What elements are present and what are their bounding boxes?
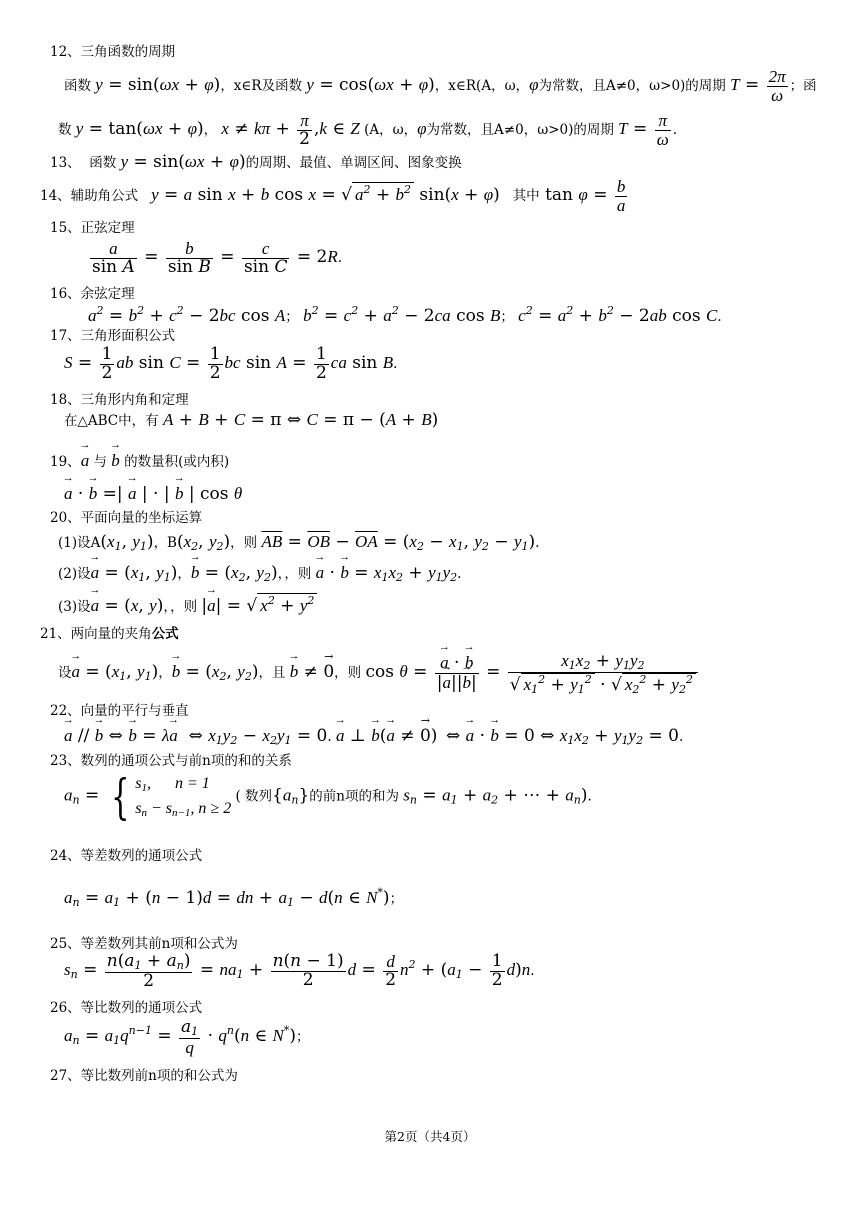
item-24-formula: $a_n = a_1 + (n - 1)d$ = dn + $a_1 - d(n$ ∈ N*)； [64, 886, 404, 909]
page-footer: 第2页（共4页） [384, 1129, 476, 1144]
item-25-formula: $s_n$ = $\frac{n(a_1 + a_n)}{2}$ = $na_1$ + $\frac{n(n - 1)}{2}$ d = $\frac{d}{2}$ $n^2 + (a_1$ − $\frac{1}{2}$ d)n. [64, 951, 535, 991]
item-20-title: 20、平面向量的坐标运算 [50, 510, 203, 526]
item-12-line1: 函数 y = sin(ωx + φ)，x∈R及函数 y = cos(ωx + φ)，x∈R(A，ω，φ为常数，且A≠0，ω>0)的周期 T = $\frac{2\pi}{\omega}$ ；函 [64, 67, 817, 105]
item-26-formula: $a_n = a_1q^{n-1}$ = $\frac{a_1}{q}$ · $q^n(n$ ∈ N*)； [64, 1017, 310, 1057]
item-17-formula: S = $\frac{1}{2}$ ab sin C = $\frac{1}{2}$ bc sin A = $\frac{1}{2}$ ca sin B. [64, 344, 398, 383]
item-23-title: 23、数列的通项公式与前n项的和的关系 [50, 753, 292, 769]
item-13: 13、 函数 y = sin(ωx + φ)的周期、最值、单调区间、图象变换 [50, 152, 462, 172]
item-17-title: 17、三角形面积公式 [50, 328, 176, 344]
item-22-title: 22、向量的平行与垂直 [50, 703, 189, 719]
item-20-line3: (3)设→ a = (x, y)，，则 |→ a| = √ $x^2 + y^2$ [58, 593, 317, 616]
item-27-title: 27、等比数列前n项的和公式为 [50, 1068, 238, 1084]
item-19-formula: → a · → b =| → a | · | → b | cos θ [64, 484, 242, 504]
item-16-formula: $a^2 = b^2 + c^2 - 2bc$ cos A； $b^2 = c^2 + a^2 - 2ca$ cos B； $c^2 = a^2 + b^2 - 2ab$ cos C. [88, 304, 722, 326]
item-12-title: 12、三角函数的周期 [50, 44, 176, 60]
item-21-formula: 设→ $a = (x_1$, $y_1$)，→ $b = (x_2$, $y_2$)，且 → b ≠ → 0，则 cos θ = → $\frac{a \cdot \to b}{|\to a||\to b|}$ = $\frac{x_1x_2 + y_1y_2}{√ x_1^2 + y_1^2 \cdot √ x_2^2 + y_2^2}$ [58, 652, 700, 695]
item-12-line2: 数 y = tan(ωx + φ)， x ≠ kπ + $\frac{\pi}{2}$ ,k ∈ Z (A，ω，φ为常数，且A≠0，ω>0)的周期 T = $\frac{\pi}{\omega}$ . [58, 111, 678, 149]
item-18-formula: 在△ABC中，有 A + B + C = π ⇔ C = π − (A + B) [64, 410, 439, 430]
item-22-formula: → a // → b ⇔ → b = λ→ a ⇔ $x_1y_2 - x_2y_1 = 0$. → a ⊥ → b(→ a ≠ → 0) ⇔ → a · → b = 0 ⇔ $x_1x_2 + y_1y_2 = 0$. [64, 726, 683, 747]
item-24-title: 24、等差数列的通项公式 [50, 848, 203, 864]
item-14: 14、辅助角公式 y = a sin x + b cos x = √ $a^2 + b^2$ sin(x + φ) 其中 tan φ = $\frac{b}{a}$ [40, 177, 626, 215]
item-18-title: 18、三角形内角和定理 [50, 392, 189, 408]
item-20-line2: (2)设→ $a = (x_1$, $y_1$)，→ $b = (x_2$, $y_2$)，，则 → a · → $b = x_1x_2 + y_1y_2$. [58, 563, 461, 584]
item-23-formula: $a_n$ = { $s_1$, n = 1 $s_n - s_{n-1}$, n ≥ 2 ( 数列$\{a_n\}$的前n项的和为 $s_n = a_1 + a_2$ + ⋯ + $a_n$). [64, 769, 592, 826]
item-21-title: 21、两向量的夹角公式 [40, 626, 179, 642]
item-16-title: 16、余弦定理 [50, 286, 135, 302]
item-20-line1: (1)设$A(x_1$, $y_1$)，$B(x_2$, $y_2$)，则 $\overline{AB} = \overline{OB} - \overline{OA} = (x_2 - x_1$, $y_2 - y_1$). [58, 532, 540, 553]
item-19-title: 19、→ a 与 → b 的数量积(或内积) [50, 451, 229, 471]
item-25-title: 25、等差数列其前n项和公式为 [50, 936, 238, 952]
item-26-title: 26、等比数列的通项公式 [50, 1000, 203, 1016]
item-15-formula: $\frac{a}{\text{sin A}}$ = $\frac{b}{\text{sin B}}$ = $\frac{c}{\text{sin C}}$ = 2R. [92, 239, 343, 277]
item-15-title: 15、正弦定理 [50, 220, 135, 236]
